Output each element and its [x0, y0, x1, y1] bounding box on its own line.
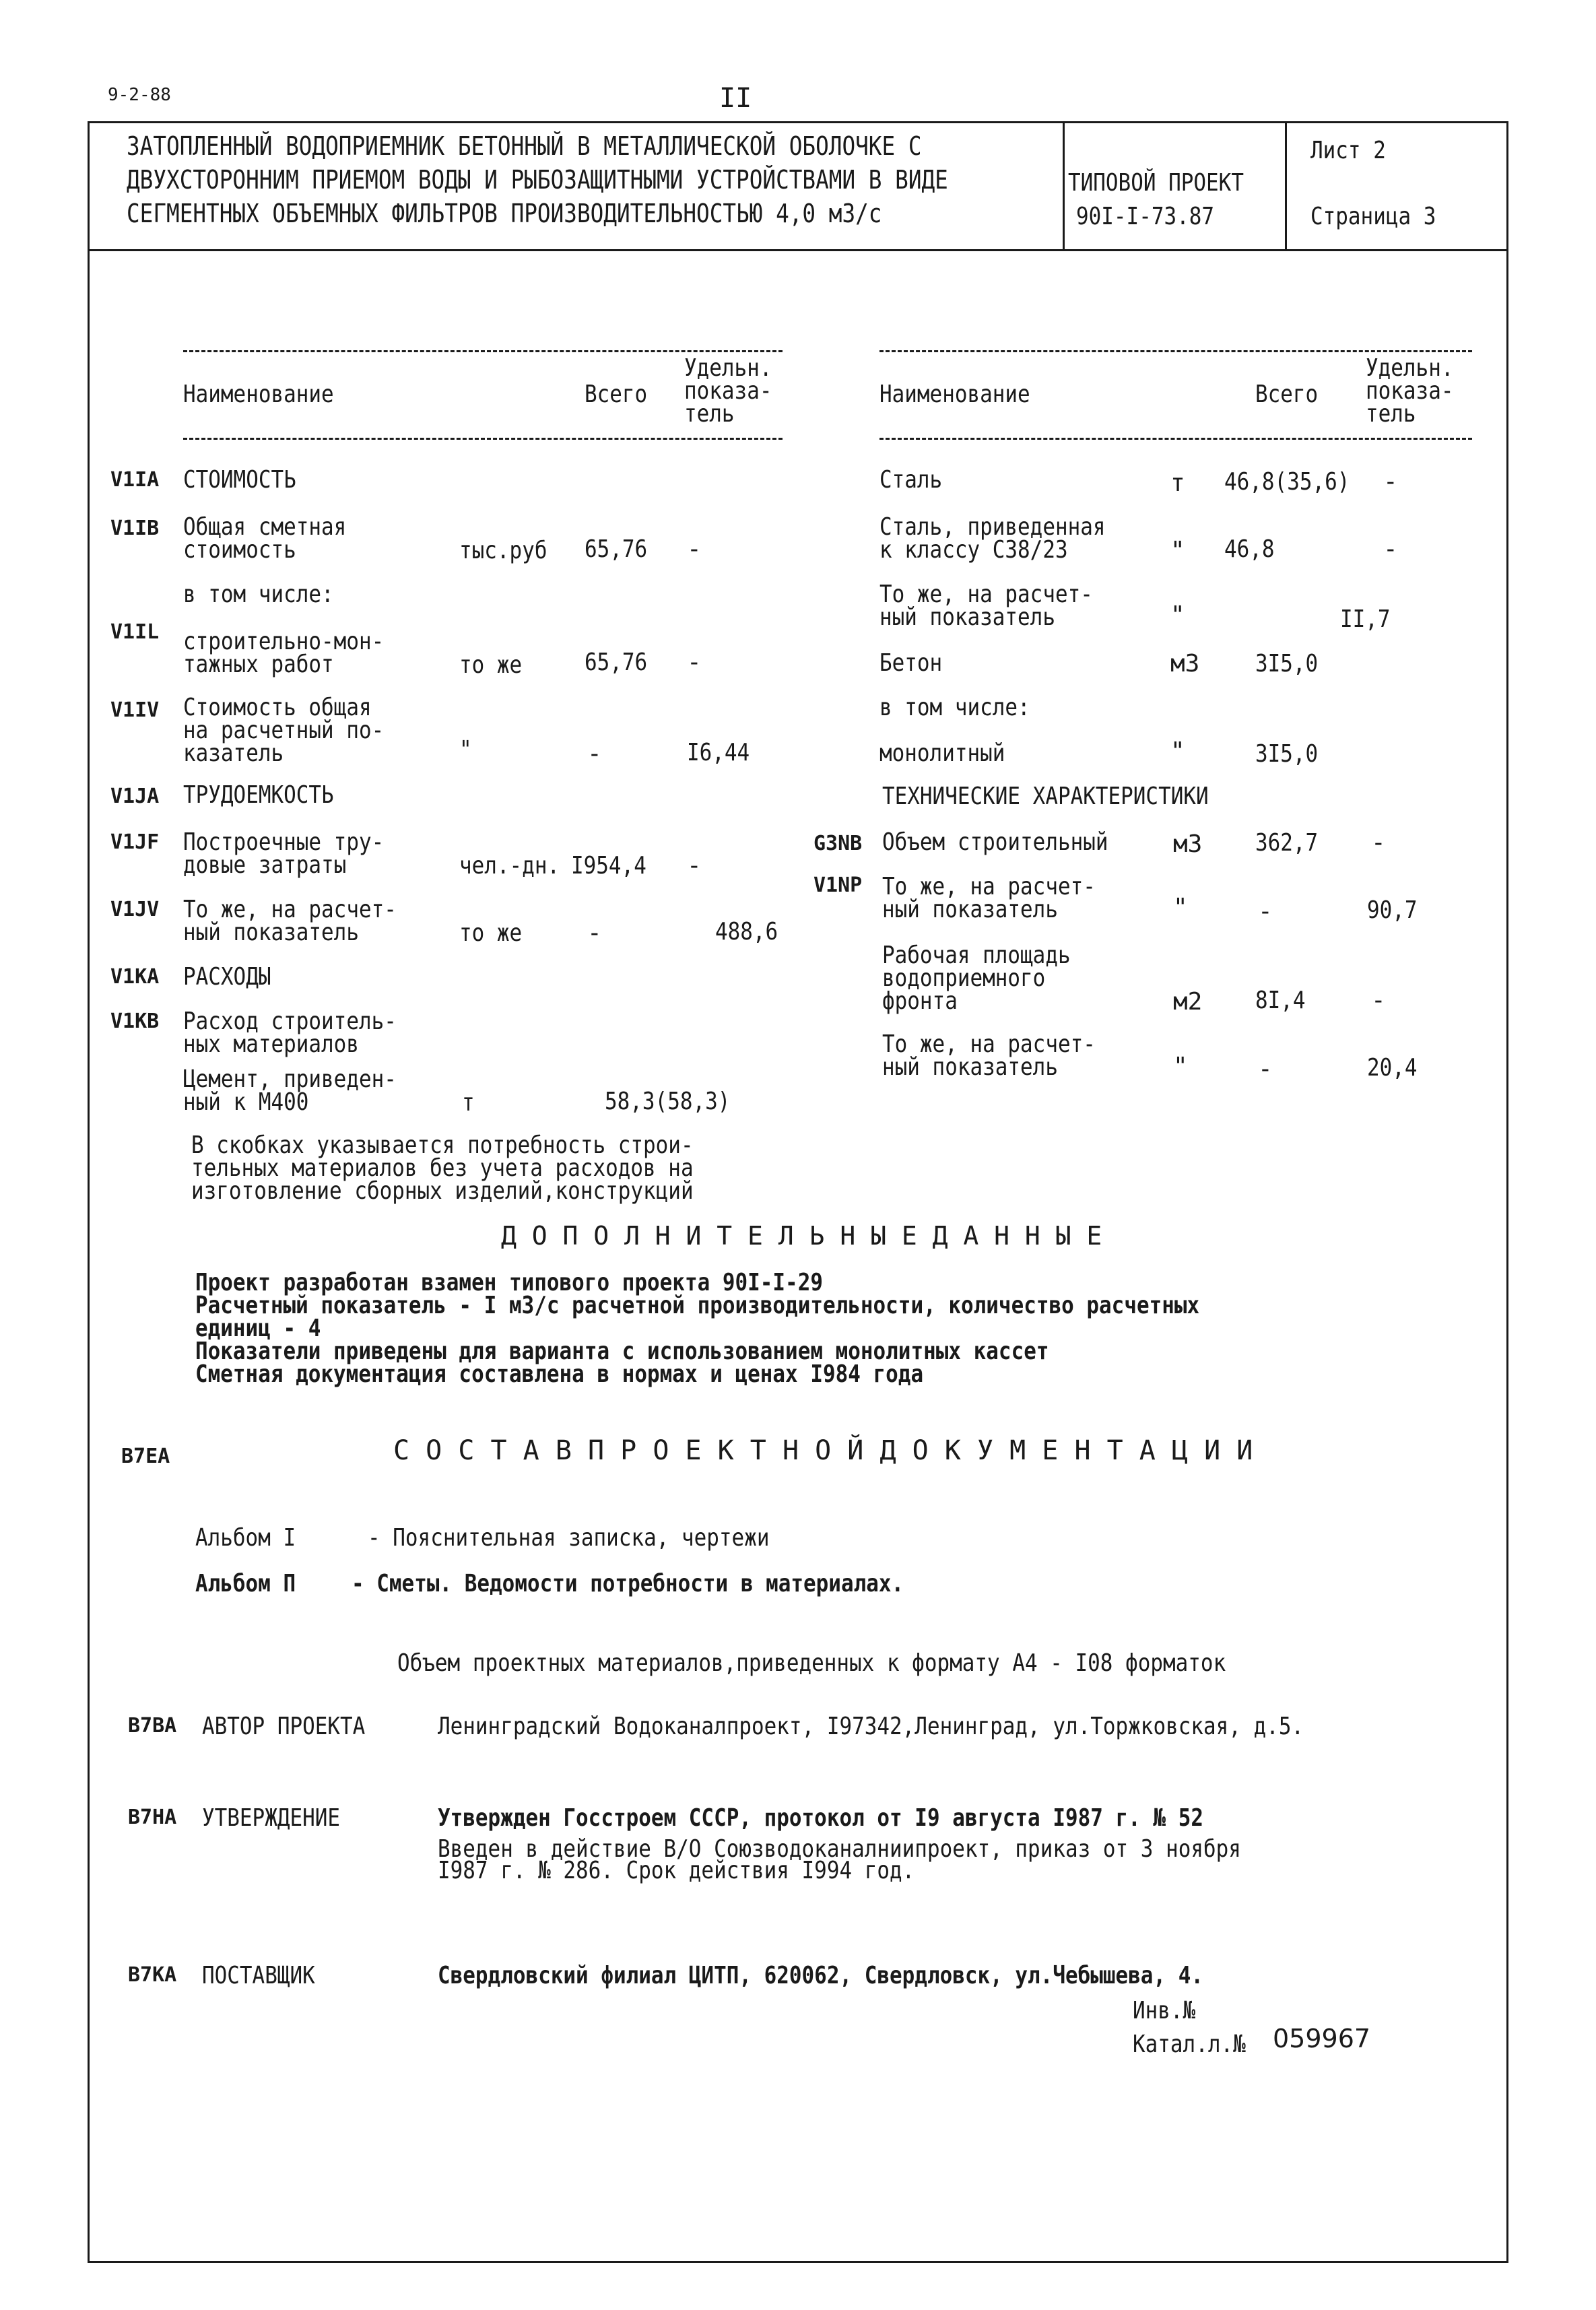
supplier-text: Свердловский филиал ЦИТП, 620062, Свердловск, ул.Чебышева, 4. — [438, 1962, 1204, 1989]
left-row-specific: 488,6 — [715, 918, 778, 946]
title-line-3: СЕГМЕНТНЫХ ОБЪЕМНЫХ ФИЛЬТРОВ ПРОИЗВОДИТЕЛЬНОСТЬЮ 4,0 м3/с — [127, 199, 882, 228]
left-row-unit: то же — [459, 651, 523, 679]
header-divider-v1 — [1063, 121, 1065, 251]
right-col-name: Наименование — [879, 381, 1030, 408]
left-row-unit: " — [459, 736, 472, 764]
left-row-name: Расход строитель- ных материалов — [183, 1008, 397, 1058]
right-row-total: 46,8(35,6) — [1224, 468, 1350, 496]
left-row-specific: - — [687, 649, 702, 676]
left-row-total: - — [587, 919, 602, 947]
left-row-name: Построечные тру- довые затраты — [183, 828, 385, 879]
right-row-name: То же, на расчет- ный показатель — [882, 1030, 1096, 1081]
page-label: Страница 3 — [1310, 203, 1436, 230]
left-row-name: Общая сметная стоимость — [183, 513, 347, 564]
row-code: G3NB — [813, 832, 863, 855]
right-row-unit: м2 — [1173, 988, 1203, 1016]
row-code: V1JF — [110, 830, 160, 854]
right-row-specific: II,7 — [1340, 605, 1391, 633]
right-row-unit: " — [1173, 894, 1188, 921]
row-code: V1IA — [110, 468, 160, 492]
row-code: V1IV — [110, 698, 160, 722]
approval-code: B7HA — [128, 1806, 177, 1829]
left-row-total: 65,76 — [585, 649, 648, 676]
left-table-note: В скобках указывается потребность строи- тельных материалов без учета расходов на изготовление сборных изделий,конструкций — [191, 1131, 694, 1205]
title-line-1: ЗАТОПЛЕННЫЙ ВОДОПРИЕМНИК БЕТОННЫЙ В МЕТАЛЛИЧЕСКОЙ ОБОЛОЧКЕ С — [127, 131, 922, 161]
author-code: B7BA — [128, 1714, 177, 1738]
supplier-label: ПОСТАВЩИК — [202, 1962, 315, 1989]
right-row-total: - — [1258, 1055, 1273, 1083]
title-line-2: ДВУХСТОРОННИМ ПРИЕМОМ ВОДЫ И РЫБОЗАЩИТНЫМИ УСТРОЙСТВАМИ В ВИДЕ — [127, 165, 948, 195]
approval-text-2: Введен в действие В/О Союзводоканалниипроект, приказ от 3 ноября I987 г. № 286. Срок действия I994 год. — [438, 1835, 1241, 1884]
doc-code: 9-2-88 — [108, 85, 171, 105]
left-row-total: 58,3(58,3) — [605, 1088, 731, 1115]
album-1-label: Альбом I — [195, 1524, 296, 1552]
left-row-name: строительно-мон- тажных работ — [183, 628, 385, 678]
left-row-total: I954,4 — [571, 852, 646, 880]
left-row-name: Стоимость общая на расчетный по- казатель — [183, 694, 385, 767]
catalog-label: Катал.л.№ — [1133, 2031, 1246, 2058]
project-label: ТИПОВОЙ ПРОЕКТ — [1068, 169, 1244, 197]
left-row-unit: то же — [459, 919, 523, 947]
composition-heading: С О С Т А В П Р О Е К Т Н О Й Д О К У М Е Н Т А Ц И И — [393, 1435, 1253, 1466]
supplier-code: B7KA — [128, 1963, 177, 1987]
right-col-specific: Удельн. показа- тель — [1366, 354, 1454, 428]
right-row-total: 362,7 — [1255, 829, 1319, 857]
left-table-top-rule — [183, 350, 783, 352]
right-row-specific: - — [1383, 535, 1398, 563]
author-label: АВТОР ПРОЕКТА — [202, 1713, 366, 1740]
right-row-specific: 20,4 — [1367, 1054, 1418, 1082]
right-row-specific: - — [1371, 987, 1386, 1014]
right-row-unit: " — [1170, 737, 1185, 765]
right-row-name: монолитный — [879, 739, 1005, 767]
right-row-total: 3I5,0 — [1255, 650, 1319, 678]
left-row-specific: I6,44 — [687, 739, 750, 766]
right-table-top-rule — [879, 350, 1472, 352]
catalog-number: 059967 — [1273, 2024, 1371, 2053]
approval-label: УТВЕРЖДЕНИЕ — [202, 1804, 341, 1832]
left-row-name: в том числе: — [183, 581, 334, 608]
header-divider — [88, 249, 1508, 251]
right-row-unit: " — [1170, 601, 1185, 629]
left-row-unit: тыс.руб — [459, 537, 547, 564]
row-code: V1KA — [110, 965, 160, 989]
right-row-total: 3I5,0 — [1255, 740, 1319, 768]
right-table-header-rule — [879, 438, 1472, 440]
composition-code: B7EA — [121, 1445, 170, 1468]
right-row-unit: м3 — [1170, 650, 1200, 678]
right-col-total: Всего — [1255, 381, 1319, 408]
left-row-total: 65,76 — [585, 535, 648, 563]
right-row-name: Объем строительный — [882, 828, 1108, 856]
right-row-unit: " — [1173, 1053, 1188, 1080]
row-code: V1IB — [110, 517, 160, 540]
right-row-name: в том числе: — [879, 694, 1030, 721]
left-table-header-rule — [183, 438, 783, 440]
left-row-specific: - — [687, 535, 702, 563]
right-row-name: Сталь, приведенная к классу С38/23 — [879, 513, 1106, 564]
left-row-unit: т — [462, 1089, 475, 1117]
right-row-name: Бетон — [879, 649, 943, 677]
right-row-name: Рабочая площадь водоприемного фронта — [882, 942, 1071, 1015]
row-code: V1KB — [110, 1010, 160, 1033]
left-col-total: Всего — [585, 381, 648, 408]
additional-text: Проект разработан взамен типового проекта 90I-I-29 Расчетный показатель - I м3/с расчетной производительности, количество расчетных единиц - 4 Показатели приведены для варианта с использованием монолитных кассет Сметная документация составлена в нормах и ценах I984 года — [195, 1269, 1200, 1388]
right-row-name: Сталь — [879, 466, 943, 494]
row-code: V1JV — [110, 898, 160, 921]
left-col-name: Наименование — [183, 381, 334, 408]
header-divider-v2 — [1285, 121, 1287, 251]
right-row-total: - — [1258, 898, 1273, 925]
right-row-total: 46,8 — [1224, 535, 1275, 563]
right-row-specific: - — [1371, 829, 1386, 857]
left-row-total: - — [587, 740, 602, 768]
row-code: V1NP — [813, 873, 863, 897]
album-2-label: Альбом П — [195, 1570, 296, 1597]
inventory-label: Инв.№ — [1133, 1997, 1196, 2024]
author-text: Ленинградский Водоканалпроект, I97342,Ленинград, ул.Торжковская, д.5. — [438, 1713, 1304, 1740]
approval-text: Утвержден Госстроем СССР, протокол от I9 августа I987 г. № 52 — [438, 1804, 1204, 1832]
additional-heading: Д О П О Л Н И Т Е Л Ь Н Ы Е Д А Н Н Ы Е — [501, 1221, 1102, 1251]
right-row-unit: м3 — [1173, 830, 1203, 858]
project-number: 90I-I-73.87 — [1076, 203, 1215, 230]
left-row-name: РАСХОДЫ — [183, 963, 271, 991]
right-row-unit: т — [1170, 469, 1185, 497]
left-row-name: ТРУДОЕМКОСТЬ — [183, 781, 334, 809]
left-row-name: Цемент, приведен- ный к М400 — [183, 1065, 397, 1116]
volume-text: Объем проектных материалов,приведенных к формату А4 - I08 форматок — [397, 1649, 1226, 1677]
left-row-unit: чел.-дн. — [459, 852, 560, 880]
left-row-name: СТОИМОСТЬ — [183, 466, 296, 494]
album-2-text: - Сметы. Ведомости потребности в материалах. — [352, 1570, 904, 1597]
right-row-specific: 90,7 — [1367, 896, 1418, 924]
page-number: II — [719, 83, 752, 114]
left-col-specific: Удельн. показа- тель — [684, 354, 772, 428]
right-row-name: ТЕХНИЧЕСКИЕ ХАРАКТЕРИСТИКИ — [882, 783, 1209, 810]
left-row-name: То же, на расчет- ный показатель — [183, 896, 397, 946]
right-row-name: То же, на расчет- ный показатель — [882, 873, 1096, 923]
right-row-unit: " — [1170, 537, 1185, 564]
right-row-total: 8I,4 — [1255, 987, 1306, 1014]
left-row-specific: - — [687, 852, 702, 880]
right-row-specific: - — [1383, 468, 1398, 496]
right-row-name: То же, на расчет- ный показатель — [879, 581, 1093, 631]
row-code: V1IL — [110, 620, 160, 644]
album-1-text: - Пояснительная записка, чертежи — [368, 1524, 770, 1552]
sheet-label: Лист 2 — [1310, 137, 1386, 164]
row-code: V1JA — [110, 785, 160, 808]
